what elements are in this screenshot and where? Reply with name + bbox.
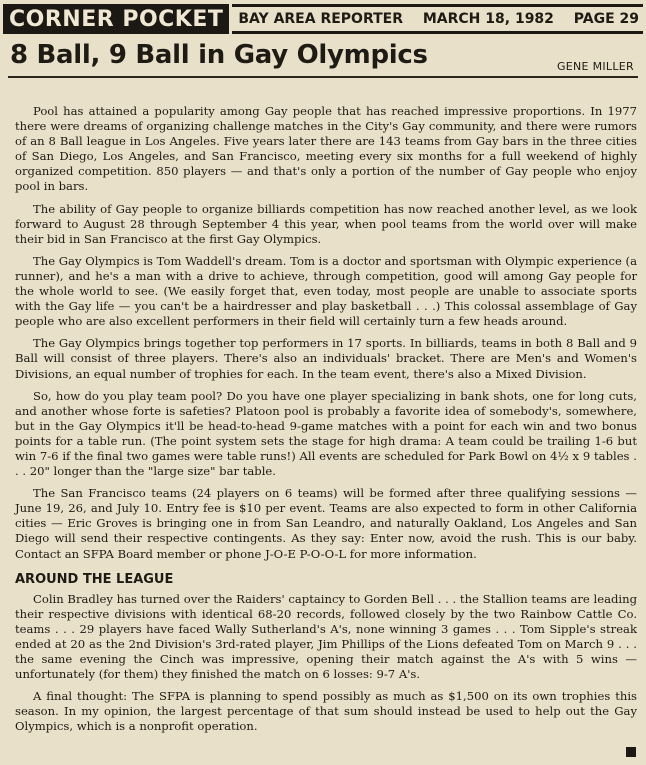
paragraph: The Gay Olympics is Tom Waddell's dream. Tom is a doctor and sportsman with Olympic experience (a runner), and he's a man with a drive to achieve, through competition, good will among Gay people for the whole world to see. (We easily forget that, even today, most people are unable to associate sports with the Gay life — you can't be a hairdresser and play basketball . . .) This colossal assemblage of Gay people who are also excellent performers in their field will certainly turn a few heads around. <box>15 253 637 329</box>
paragraph: The Gay Olympics brings together top performers in 17 sports. In billiards, teams in both 8 Ball and 9 Ball will consist of three players. There's also an individuals' bracket. There are Men's and Women's Divisions, an equal number of trophies for each. In the team event, there's also a Mixed Division. <box>15 336 637 381</box>
column-name: CORNER POCKET <box>3 4 229 34</box>
paragraph: The ability of Gay people to organize billiards competition has now reached another level, as we look forward to August 28 through September 4 this year, when pool teams from the world over will make their bid in San Francisco at the first Gay Olympics. <box>15 201 637 246</box>
section-subhead: AROUND THE LEAGUE <box>15 571 174 587</box>
publication-name: BAY AREA REPORTER <box>238 11 404 27</box>
article-headline: 8 Ball, 9 Ball in Gay Olympics <box>10 40 428 70</box>
end-of-article-mark <box>626 747 636 757</box>
paragraph: The San Francisco teams (24 players on 6 teams) will be formed after three qualifying sessions — June 19, 26, and July 10. Entry fee is $10 per event. Teams are also expected to form in other California cities — Eric Groves is bringing one in from San Leandro, and naturally Oakland, Los Angeles and San Diego will send their respective contingents. As they say: Enter now, avoid the rush. This is our baby. Contact an SFPA Board member or phone J-O-E P-O-O-L for more information. <box>15 486 637 561</box>
article-byline: GENE MILLER <box>556 60 634 73</box>
article-body <box>15 104 637 742</box>
headline-row <box>8 38 638 78</box>
page-number: PAGE 29 <box>573 11 639 27</box>
paragraph: So, how do you play team pool? Do you have one player specializing in bank shots, one for long cuts, and another whose forte is safeties? Platoon pool is probably a favorite idea of somebody's, somewhere, but in the Gay Olympics it'll be head-to-head 9-game matches with a point for each win and two bonus points for a table run. (The point system sets the stage for high drama: A team could be trailing 1-6 but win 7-6 if the final two games were table runs!) All events are scheduled for Park Bowl on 4½ x 9 tables . . . 20" longer than the "large size" bar table. <box>15 388 637 479</box>
issue-date: MARCH 18, 1982 <box>422 11 554 27</box>
column-header <box>3 4 643 34</box>
paragraph: A final thought: The SFPA is planning to spend possibly as much as $1,500 on its own trophies this season. In my opinion, the largest percentage of that sum should instead be used to help out the Gay Olympics, which is a nonprofit operation. <box>15 689 637 734</box>
masthead-band <box>232 4 643 34</box>
paragraph: Colin Bradley has turned over the Raiders' captaincy to Gorden Bell . . . the Stallion teams are leading their respective divisions with identical 68-20 records, followed closely by the two Rainbow Cattle Co. teams . . . 29 players have faced Wally Sutherland's A's, none winning 3 games . . . Tom Sipple's streak ended at 20 as the 2nd Division's 3rd-rated player, Jim Phillips of the Lions defeated Tom on March 9 . . . the same evening the Cinch was impressive, opening their match against the A's with 5 wins — unfortunately (for them) they finished the match on 6 losses: 9-7 A's. <box>15 591 637 682</box>
paragraph: Pool has attained a popularity among Gay people that has reached impressive proportions. In 1977 there were dreams of organizing challenge matches in the City's Gay community, and there were rumors of an 8 Ball league in Los Angeles. Five years later there are 143 teams from Gay bars in the three cities of San Diego, Los Angeles, and San Francisco, meeting every six months for a full weekend of highly organized competition. 850 players — and that's only a portion of the number of Gay people who enjoy pool in bars. <box>15 104 637 194</box>
